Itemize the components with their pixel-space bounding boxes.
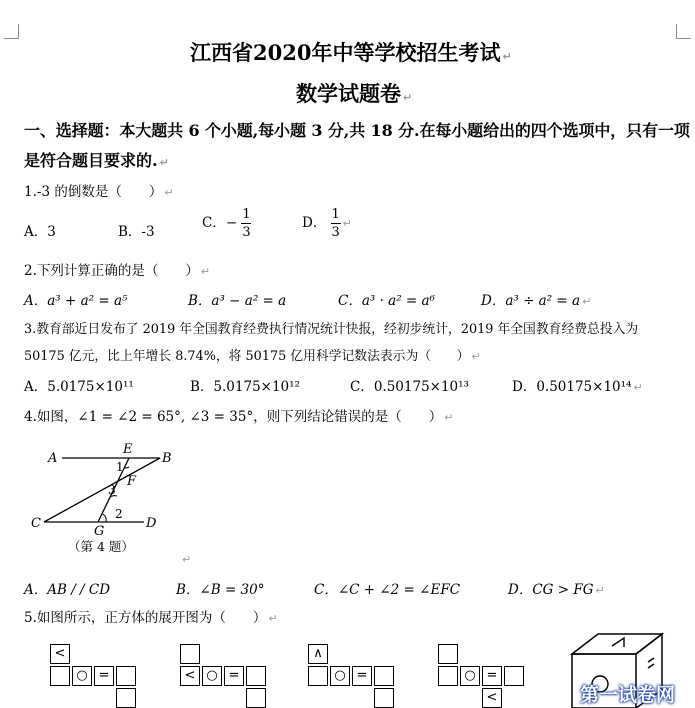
q4-geometry-figure [28,438,198,568]
net-cell: < [180,666,200,686]
question-1-stem: 1.-3 的倒数是（ ） [24,184,163,200]
net-cell [246,666,266,686]
net-cell-top: ∧ [308,644,328,664]
return-mark-icon: ↵ [595,584,605,597]
return-mark-icon: ↵ [342,217,352,230]
q3-option-d: D．0.50175×10¹⁴ [512,379,632,395]
q1-option-d-prefix: D． [302,215,327,231]
return-mark-icon: ↵ [268,612,278,625]
q4-option-d-row [508,578,605,598]
return-mark-icon: ↵ [471,350,481,363]
net-cell: = [352,666,372,686]
doc-title-row [190,37,512,67]
net-cell [116,666,136,686]
return-mark-icon: ↵ [200,265,211,278]
corner-mark-left [4,24,19,39]
return-mark-icon: ↵ [159,156,169,169]
label-angle-3: 3 [108,483,116,497]
net-cell [438,666,458,686]
net-cell-top [180,644,200,664]
label-angle-2: 2 [115,507,123,521]
net-cell: ○ [202,666,222,686]
q4-figure-caption: （第 4 题） [68,539,134,554]
return-mark-icon: ↵ [164,186,174,199]
net-cell: = [482,666,502,686]
question-3-line1: 3.教育部近日发布了 2019 年全国教育经费执行情况统计快报，经初步统计，2019 年全国教育经费总投入为 [24,322,639,337]
net-cell [50,666,70,686]
fraction-denominator: 3 [242,225,251,240]
net-cell: ○ [72,666,92,686]
label-e: E [123,442,133,457]
doc-title: 江西省2020年中等学校招生考试 [190,40,501,65]
section-heading-line2-row [24,148,169,171]
q3-option-d-row [512,375,643,395]
label-b: B [162,451,172,466]
fraction-denominator: 3 [331,225,340,240]
q1-option-c-fraction [241,208,251,239]
return-mark-icon: ↵ [182,553,192,566]
q1-option-b: B．-3 [118,224,155,240]
net-cell [308,666,328,686]
return-mark-icon: ↵ [444,411,454,424]
net-cell [504,666,524,686]
cube-top-mark [612,638,624,647]
net-cell [246,688,266,708]
q3-option-b: B．5.0175×10¹² [190,379,300,395]
net-cell: < [482,688,502,708]
return-mark-icon: ↵ [582,295,592,308]
net-cell [374,666,394,686]
question-4-stem: 4.如图，∠1 = ∠2 = 65°, ∠3 = 35°，则下列结论错误的是（ ） [24,409,443,425]
question-1-stem-row [24,180,174,200]
net-cell: ○ [330,666,350,686]
section-heading-line2: 是符合题目要求的. [24,151,158,170]
label-a: A [48,451,58,466]
question-2-stem-row [24,259,210,279]
label-c: C [31,516,41,531]
q1-option-d-fraction [331,208,341,239]
question-5-stem: 5.如图所示，正方体的展开图为（ ） [24,610,267,626]
q1-option-d [302,208,352,239]
doc-subtitle: 数学试题卷 [296,81,401,106]
net-cell: ○ [460,666,480,686]
question-4-stem-row [24,405,453,425]
label-g: G [94,524,105,539]
q2-option-d-row [481,289,591,309]
net-cell: = [94,666,114,686]
q1-option-c-prefix: C．− [202,215,238,231]
label-f: F [127,474,137,489]
q1-option-a: A．3 [24,224,56,240]
q3-option-c: C．0.50175×10¹³ [350,379,469,395]
question-2-stem: 2.下列计算正确的是（ ） [24,263,199,279]
q4-option-d: D．CG > FG [508,582,594,598]
label-d: D [146,516,157,531]
corner-mark-right [676,24,691,39]
net-cell-top [438,644,458,664]
q4-option-b: B．∠B = 30° [176,582,265,598]
question-5-stem-row [24,606,278,626]
q2-option-d: D．a³ ÷ a² = a [481,293,581,309]
return-mark-icon: ↵ [403,91,413,104]
q4-option-c: C．∠C + ∠2 = ∠EFC [314,582,461,598]
fraction-numerator: 1 [331,207,340,222]
q2-option-b: B．a³ − a² = a [188,293,287,309]
fraction-numerator: 1 [242,207,251,222]
q2-option-c: C．a³ · a² = a⁶ [338,293,435,309]
q3-option-a: A．5.0175×10¹¹ [24,379,134,395]
net-cell [116,688,136,708]
cube-side-mark [648,658,654,668]
q4-option-a: A．AB / / CD [24,582,111,598]
q1-option-c [202,208,251,239]
section-heading-line1: 一、选择题：本大题共 6 个小题,每小题 3 分,共 18 分.在每小题给出的四个选项中，只有一项 [24,121,690,140]
net-cell-top: < [50,644,70,664]
return-mark-icon: ↵ [633,381,643,394]
net-cell: = [224,666,244,686]
q2-option-a: A．a³ + a² = a⁵ [24,293,128,309]
question-3-line2-row [24,345,481,364]
label-angle-1: 1 [116,460,124,474]
angle-arc-2 [103,514,106,522]
watermark-logo: 第一试卷网 [580,684,676,706]
doc-subtitle-row [296,78,412,108]
net-cell [374,688,394,708]
return-mark-icon: ↵ [502,50,512,63]
question-3-line2: 50175 亿元，比上年增长 8.74%，将 50175 亿用科学记数法表示为（ ） [24,349,470,364]
